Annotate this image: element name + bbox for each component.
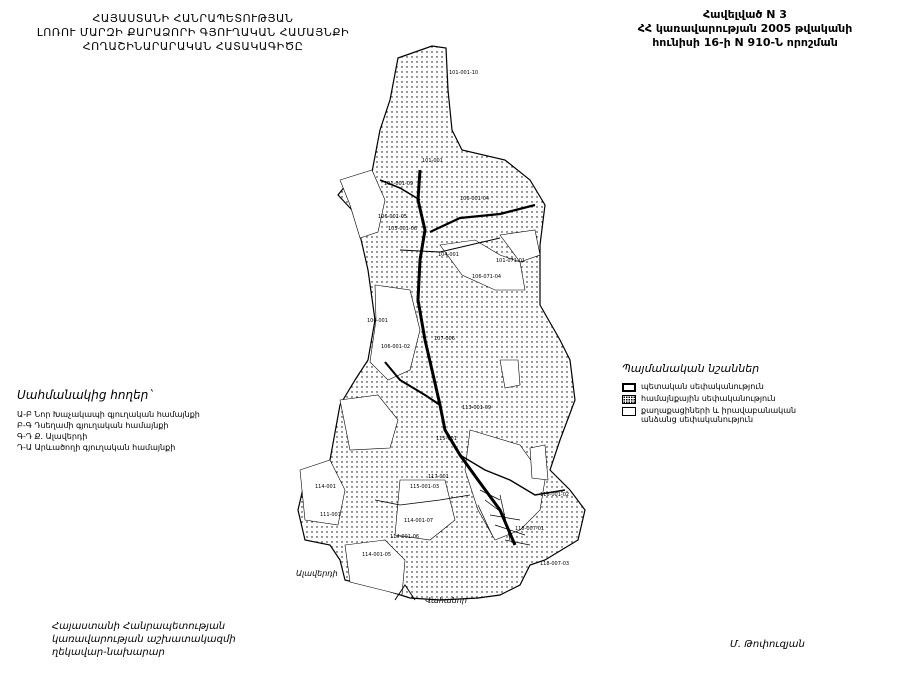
parcel-label: 114-001-06: [390, 534, 420, 540]
parcel-label: 106-071-04: [472, 274, 502, 280]
border-item: Ա-Բ Նոր Խաչակապի գյուղական համայնքի: [17, 410, 200, 419]
title-line-2: ԼՈՌՈՒ ՄԱՐԶԻ ՔԱՐԱՁՈՐԻ ԳՅՈՒՂԱԿԱՆ ՀԱՄԱՅՆՔԻ: [36, 26, 350, 39]
legend-label: պետական սեփականություն: [641, 382, 764, 391]
private-swatch-icon: [622, 407, 636, 416]
parcel-label: 117-001: [428, 474, 449, 480]
parcel-label: 101-001: [422, 158, 443, 164]
parcel-label: 111-001: [320, 512, 341, 518]
legend-heading: Պայմանական նշաններ: [622, 362, 760, 375]
parcel-label: 105-001-06: [388, 226, 418, 232]
parcel-label: 113-001-09: [462, 405, 492, 411]
parcel-label: 118-007-03: [540, 561, 570, 567]
appendix-line-1: Հավելված N 3: [703, 8, 787, 21]
parcel-label: 115-001-03: [410, 484, 440, 490]
parcel-label: 101-001-10: [449, 70, 479, 76]
parcel-label: 104-001: [438, 252, 459, 258]
signatory-line-3: ղեկավար-նախարար: [52, 647, 165, 658]
title-line-3: ՀՈՂԱՇԻՆԱՐԱՐԱԿԱՆ ՀԱՏԱԿԱԳԻԾԸ: [82, 40, 304, 53]
parcel-label: 106-001-04: [460, 196, 490, 202]
parcel-label: 115-001: [436, 436, 457, 442]
bordering-heading: Սահմանակից հողեր`: [17, 388, 155, 402]
community-swatch-icon: [622, 395, 636, 404]
parcel-label: 114-001-07: [404, 518, 434, 524]
bordering-lands: [17, 390, 317, 453]
place-bottom: Վահանոր: [425, 596, 467, 605]
signatory-title: [52, 620, 262, 659]
parcel-label: 114-001-05: [362, 552, 392, 558]
legend-label: քաղաքացիների և իրավաբանական անձանց սեփականություն: [641, 406, 797, 424]
parcel-label: 106-001-02: [381, 344, 411, 350]
legend: [622, 362, 822, 426]
parcel-label: 101-001-09: [384, 181, 414, 187]
appendix-line-3: հունիսի 16-ի N 910-Ն որոշման: [652, 36, 838, 49]
state-swatch-icon: [622, 383, 636, 392]
appendix-line-2: ՀՀ կառավարության 2005 թվականի: [637, 22, 853, 35]
border-item: Դ-Ա Արևածողի գյուղական համայնքի: [17, 443, 176, 452]
parcel-label: 101-071-01: [496, 258, 526, 264]
parcel-label: 106-001: [367, 318, 388, 324]
title-line-1: ՀԱՅԱՍՏԱՆԻ ՀԱՆՐԱՊԵՏՈՒԹՅԱՆ: [92, 12, 294, 25]
legend-label: համայնքային սեփականություն: [641, 394, 776, 403]
border-item: Բ-Գ Դսեղամի գյուղական համայնքի: [17, 421, 169, 430]
parcel-white-11: [530, 445, 548, 480]
parcel-label: 106-001-05: [378, 214, 408, 220]
parcel-label: 114-001: [315, 484, 336, 490]
legend-item-community: [622, 394, 822, 404]
parcel-label: 107-006: [434, 336, 455, 342]
parcel-label: 116-001-02: [540, 492, 570, 498]
signatory-line-2: կառավարության աշխատակազմի: [52, 634, 236, 645]
place-left: Ալավերդի: [296, 569, 338, 578]
border-item: Գ-Դ Ք. Ալավերդի: [17, 432, 88, 441]
parcel-label: 118-007-01: [515, 526, 545, 532]
legend-item-private: [622, 406, 822, 424]
signatory-line-1: Հայաստանի Հանրապետության: [52, 621, 226, 632]
signatory-name: Մ. Թոփուզյան: [730, 639, 805, 650]
legend-item-state: [622, 382, 822, 392]
